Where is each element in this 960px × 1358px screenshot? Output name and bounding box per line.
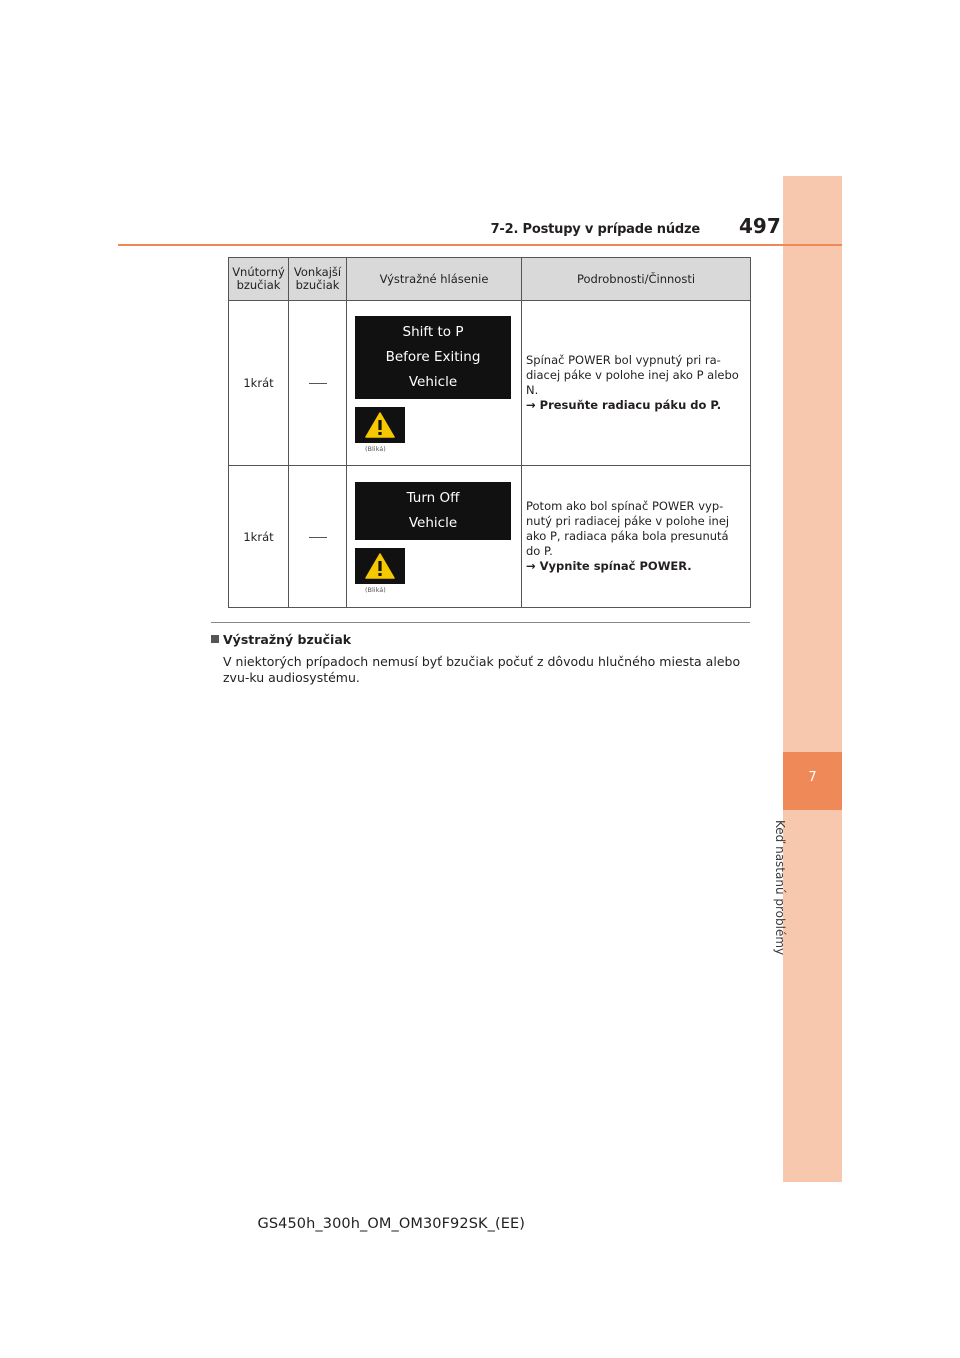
- message-line: Before Exiting: [385, 348, 481, 365]
- col-internal-buzzer: Vnútorný bzučiak: [229, 258, 289, 301]
- details-text: Spínač POWER bol vypnutý pri ra-diacej páke v polohe inej ako P alebo N.: [526, 353, 739, 397]
- internal-buzzer-cell: 1krát: [229, 466, 289, 608]
- display-message: [355, 482, 511, 540]
- warning-light-box: [355, 548, 405, 584]
- action-text: → Presuňte radiacu páku do P.: [526, 398, 722, 412]
- warning-triangle-icon: [365, 553, 395, 579]
- warning-message-cell: [347, 301, 522, 466]
- warning-triangle-icon: [365, 412, 395, 438]
- external-buzzer-cell: [289, 301, 347, 466]
- table-header-row: [229, 258, 751, 301]
- dash-mark: [309, 537, 327, 538]
- header-rule: [118, 244, 842, 246]
- message-line: Vehicle: [408, 514, 458, 531]
- chapter-number: 7: [808, 770, 817, 785]
- message-line: Turn Off: [406, 489, 460, 506]
- action-text: → Vypnite spínač POWER.: [526, 559, 692, 573]
- display-message: [355, 316, 511, 399]
- note-title: Výstražný bzučiak: [223, 632, 352, 647]
- col-warning-message: Výstražné hlásenie: [347, 258, 522, 301]
- chapter-side-band: [783, 176, 842, 1182]
- section-title: 7-2. Postupy v prípade núdze: [490, 222, 700, 237]
- warning-message-cell: [347, 466, 522, 608]
- document-code: GS450h_300h_OM_OM30F92SK_(EE): [257, 1216, 525, 1232]
- details-cell: [522, 466, 751, 608]
- message-line: Shift to P: [402, 323, 464, 340]
- blink-note: (Bliká): [365, 444, 386, 453]
- warning-table: [228, 257, 751, 608]
- message-line: Vehicle: [408, 373, 458, 390]
- chapter-title: Keď nastanú problémy: [773, 820, 787, 956]
- internal-buzzer-cell: 1krát: [229, 301, 289, 466]
- note-heading: [211, 632, 351, 647]
- table-row: [229, 301, 751, 466]
- bullet-square-icon: [211, 635, 219, 643]
- note-text: V niektorých prípadoch nemusí byť bzučiak počuť z dôvodu hlučného miesta alebo zvu-ku audiosystému.: [223, 654, 741, 685]
- external-buzzer-cell: [289, 466, 347, 608]
- warning-light-box: [355, 407, 405, 443]
- col-external-buzzer: Vonkajší bzučiak: [289, 258, 347, 301]
- blink-note: (Bliká): [365, 585, 386, 594]
- col-details: Podrobnosti/Činnosti: [522, 258, 751, 301]
- details-text: Potom ako bol spínač POWER vyp-nutý pri radiacej páke v polohe inej ako P, radiaca páka bola presunutá do P.: [526, 499, 730, 558]
- section-divider: [211, 622, 750, 623]
- page-number: 497: [739, 214, 781, 238]
- chapter-title-wrapper: [773, 820, 813, 970]
- dash-mark: [309, 383, 327, 384]
- table-row: [229, 466, 751, 608]
- details-cell: [522, 301, 751, 466]
